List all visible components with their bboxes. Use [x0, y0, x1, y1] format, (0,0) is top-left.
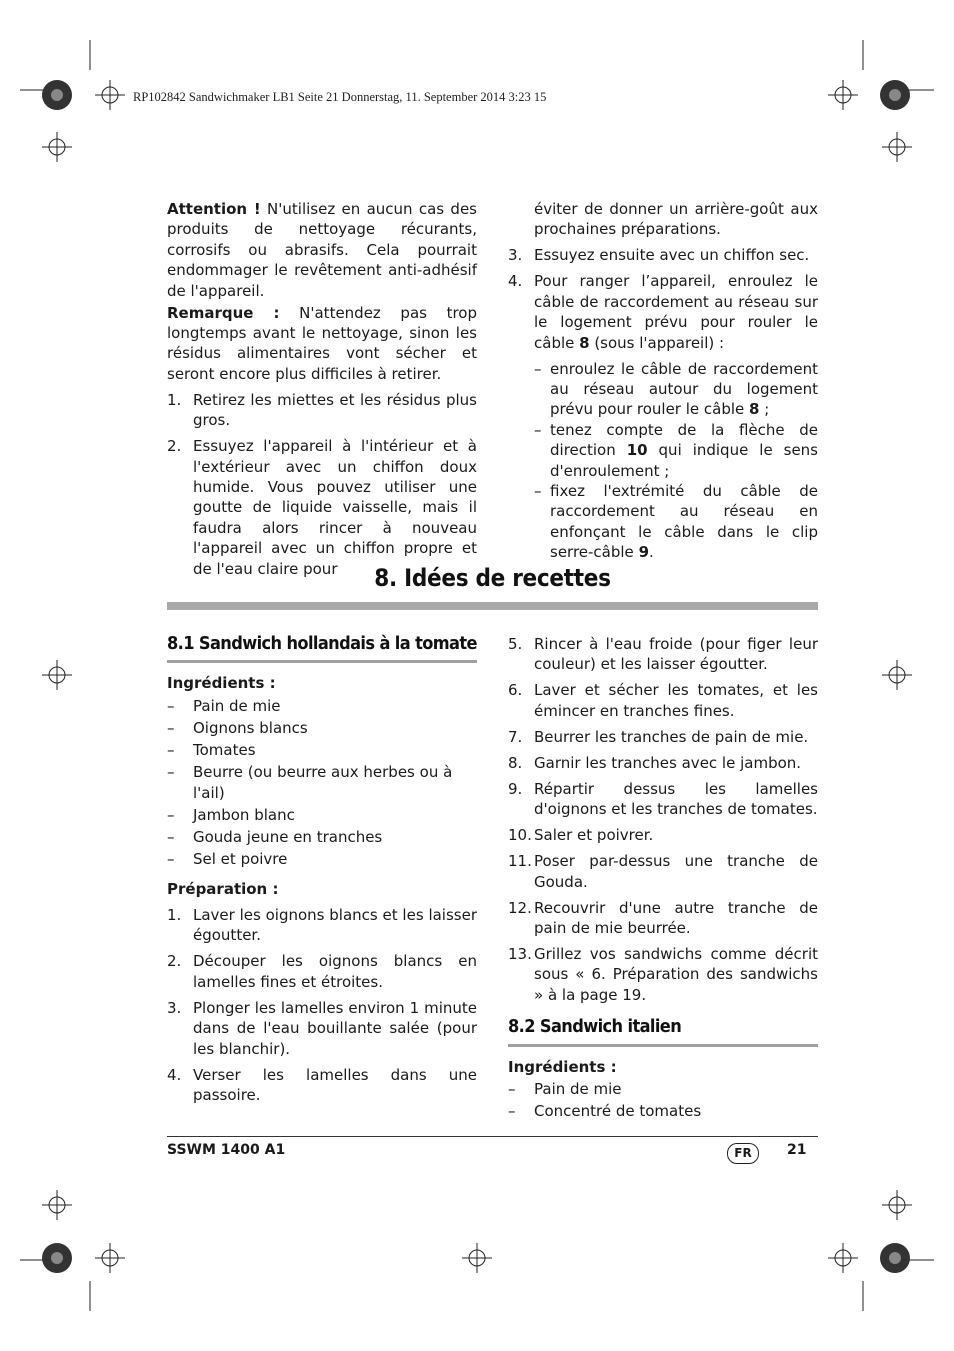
- step-text: Rincer à l'eau froide (pour figer leur couleur) et les laisser égoutter.: [534, 635, 818, 674]
- step-text: Verser les lamelles dans une passoire.: [193, 1065, 477, 1104]
- step-text: Grillez vos sandwichs comme décrit sous « 6. Préparation des sandwichs » à la page 19.: [534, 945, 818, 1004]
- color-rose-bl: [42, 1243, 72, 1273]
- step-text: (sous l'appareil) :: [589, 333, 725, 352]
- step-text: Pour ranger l’appareil, enroulez le câble de raccordement au réseau sur le logement prévu pour rouler le câble: [534, 272, 818, 352]
- registration-mark-3: [42, 132, 72, 162]
- step-text: Saler et poivrer.: [534, 826, 654, 845]
- ingredient-text: Jambon blanc: [193, 805, 295, 824]
- prep-step-10: [508, 825, 818, 845]
- dash: –: [167, 827, 175, 846]
- step-number: 4.: [508, 272, 523, 291]
- prep-step-4: [167, 1065, 477, 1106]
- step-text: Répartir dessus les lamelles d'oignons et les tranches de tomates.: [534, 779, 818, 819]
- ingredient-item: [167, 827, 477, 847]
- ingredient-text: Tomates: [193, 741, 256, 759]
- cleaning-step-2: [167, 436, 477, 579]
- step-number: 9.: [508, 779, 523, 798]
- model-number: SSWM 1400 A1: [167, 1142, 286, 1158]
- step-number: 5.: [508, 635, 523, 653]
- part-reference: 8: [749, 400, 760, 419]
- registration-mark-5: [42, 660, 72, 690]
- ingredient-text: Oignons blancs: [193, 718, 308, 737]
- ingredient-item: [167, 849, 477, 869]
- prep-step-6: [508, 680, 818, 721]
- dash: –: [534, 420, 542, 439]
- preparation-label: Préparation :: [167, 879, 279, 898]
- ingredient-item: [167, 696, 477, 716]
- step-number: 4.: [167, 1065, 182, 1084]
- ingredient-item: [167, 805, 477, 825]
- registration-mark-6: [882, 660, 912, 690]
- step-text: Poser par-dessus une tranche de Gouda.: [534, 852, 818, 891]
- ingredients-label: Ingrédients :: [508, 1057, 617, 1076]
- step-text: Plonger les lamelles environ 1 minute dans de l'eau bouillante salée (pour les blanchir).: [193, 998, 477, 1058]
- prep-step-1: [167, 905, 477, 946]
- page-number: 21: [787, 1142, 807, 1158]
- step-number: 7.: [508, 727, 523, 746]
- part-reference: 8: [579, 333, 590, 352]
- color-rose-br: [880, 1243, 910, 1273]
- registration-mark-11: [828, 1243, 858, 1273]
- sub-text: tenez compte de la flèche de direction: [550, 420, 818, 460]
- step-text: Recouvrir d'une autre tranche de pain de mie beurrée.: [534, 898, 818, 938]
- ingredient-item: [508, 1079, 818, 1099]
- registration-mark-9: [95, 1243, 125, 1273]
- recipe-2-title: 8.2 Sandwich italien: [508, 1016, 682, 1038]
- prep-step-2: [167, 951, 477, 992]
- prep-step-11: [508, 851, 818, 892]
- sub-text: fixez l'extrémité du câble de raccordement au réseau en enfonçant le câble dans le clip serre-câble: [550, 482, 818, 562]
- recipe-1-right: [508, 634, 818, 1123]
- prep-step-7: [508, 727, 818, 747]
- step-number: 1.: [167, 390, 182, 409]
- language-badge: FR: [727, 1143, 759, 1164]
- registration-mark-10: [462, 1243, 492, 1273]
- step-number: 3.: [508, 246, 523, 265]
- sub-steps: [508, 359, 818, 563]
- right-column-top: [508, 199, 818, 563]
- ingredient-item: [508, 1101, 818, 1121]
- step-number: 3.: [167, 998, 182, 1017]
- prep-step-13: [508, 944, 818, 1005]
- step-number: 8.: [508, 753, 523, 772]
- sub-step-1: [534, 359, 818, 420]
- registration-mark-1: [95, 80, 125, 110]
- registration-mark-2: [828, 80, 858, 110]
- dash: –: [534, 359, 542, 378]
- step-text: Retirez les miettes et les résidus plus gros.: [193, 390, 477, 430]
- ingredient-item: [167, 718, 477, 738]
- sub-step-3: [534, 481, 818, 563]
- part-reference: 9: [638, 543, 649, 562]
- part-reference: 10: [626, 441, 648, 460]
- dash: –: [167, 741, 175, 759]
- ingredient-text: Concentré de tomates: [534, 1102, 702, 1121]
- step-number: 2.: [167, 437, 182, 456]
- step-number: 11.: [508, 852, 532, 871]
- color-rose-tl: [42, 80, 72, 110]
- color-rose-tr: [880, 80, 910, 110]
- section-title: 8. Idées de recettes: [374, 564, 611, 592]
- dash: –: [534, 482, 542, 501]
- step-text: Beurrer les tranches de pain de mie.: [534, 727, 809, 746]
- cleaning-step-3: [508, 245, 818, 265]
- prep-step-5: [508, 634, 818, 675]
- dash: –: [167, 849, 175, 868]
- cleaning-step-1: [167, 390, 477, 431]
- left-column-top: [167, 199, 477, 579]
- remark-paragraph: [167, 303, 477, 385]
- sub-text: enroulez le câble de raccordement au réseau autour du logement prévu pour rouler le câble: [550, 359, 818, 419]
- step-text: Laver et sécher les tomates, et les émincer en tranches fines.: [534, 681, 818, 720]
- dash: –: [167, 805, 175, 824]
- step-number: 10.: [508, 826, 532, 845]
- ingredient-text: Sel et poivre: [193, 849, 288, 868]
- remark-label: Remarque :: [167, 303, 280, 322]
- step-text: Essuyez l'appareil à l'intérieur et à l'extérieur avec un chiffon doux humide. Vous pouvez utiliser une goutte de liquide vaisselle, mais il faudra alors rincer à nouveau l'appareil avec un chiffon propre et de l'eau claire pour: [193, 437, 477, 578]
- prep-step-8: [508, 753, 818, 773]
- registration-mark-4: [882, 132, 912, 162]
- step-number: 12.: [508, 898, 532, 917]
- step-text: Essuyez ensuite avec un chiffon sec.: [534, 246, 810, 265]
- ingredient-text: Pain de mie: [534, 1080, 622, 1099]
- prep-step-12: [508, 898, 818, 939]
- sub-text: ;: [759, 400, 770, 419]
- step-number: 2.: [167, 952, 182, 971]
- ingredient-text: Pain de mie: [193, 696, 281, 715]
- dash: –: [167, 718, 175, 737]
- ingredient-item: [167, 740, 477, 760]
- ingredient-text: Gouda jeune en tranches: [193, 827, 383, 846]
- step-2-continuation: éviter de donner un arrière-goût aux prochaines préparations.: [534, 200, 818, 239]
- prep-step-9: [508, 779, 818, 820]
- step-text: Découper les oignons blancs en lamelles fines et étroites.: [193, 952, 477, 991]
- cleaning-step-4: [508, 271, 818, 353]
- prep-step-3: [167, 998, 477, 1059]
- dash: –: [167, 763, 175, 782]
- recipe-1-title: 8.1 Sandwich hollandais à la tomate: [167, 633, 477, 654]
- step-text: Laver les oignons blancs et les laisser égoutter.: [193, 905, 477, 945]
- ingredient-text: Beurre (ou beurre aux herbes ou à l'ail): [193, 763, 453, 802]
- section-title-bar: [167, 602, 818, 610]
- attention-text: N'utilisez en aucun cas des produits de nettoyage récurants, corrosifs ou abrasifs. Cela pourrait endommager le revêtement anti-adhésif de l'appareil.: [167, 200, 477, 300]
- sub-text: .: [649, 543, 654, 562]
- registration-mark-8: [882, 1190, 912, 1220]
- registration-mark-7: [42, 1190, 72, 1220]
- step-number: 1.: [167, 905, 182, 924]
- dash: –: [508, 1080, 516, 1099]
- attention-label: Attention !: [167, 200, 261, 218]
- ingredient-item: [167, 762, 477, 803]
- print-header: RP102842 Sandwichmaker LB1 Seite 21 Donnerstag, 11. September 2014 3:23 15: [133, 90, 547, 104]
- step-number: 6.: [508, 681, 523, 700]
- remark-text: N'attendez pas trop longtemps avant le nettoyage, sinon les résidus alimentaires vont sécher et seront encore plus difficiles à retirer.: [167, 303, 477, 383]
- attention-paragraph: [167, 199, 477, 301]
- dash: –: [167, 696, 175, 715]
- sub-text: qui indique le sens d'enroulement ;: [550, 441, 818, 480]
- step-number: 13.: [508, 945, 532, 964]
- recipe-1-left: [167, 634, 477, 1105]
- dash: –: [508, 1102, 516, 1121]
- footer-rule: [167, 1136, 818, 1137]
- ingredients-label: Ingrédients :: [167, 674, 276, 693]
- sub-step-2: [534, 420, 818, 481]
- step-text: Garnir les tranches avec le jambon.: [534, 753, 802, 772]
